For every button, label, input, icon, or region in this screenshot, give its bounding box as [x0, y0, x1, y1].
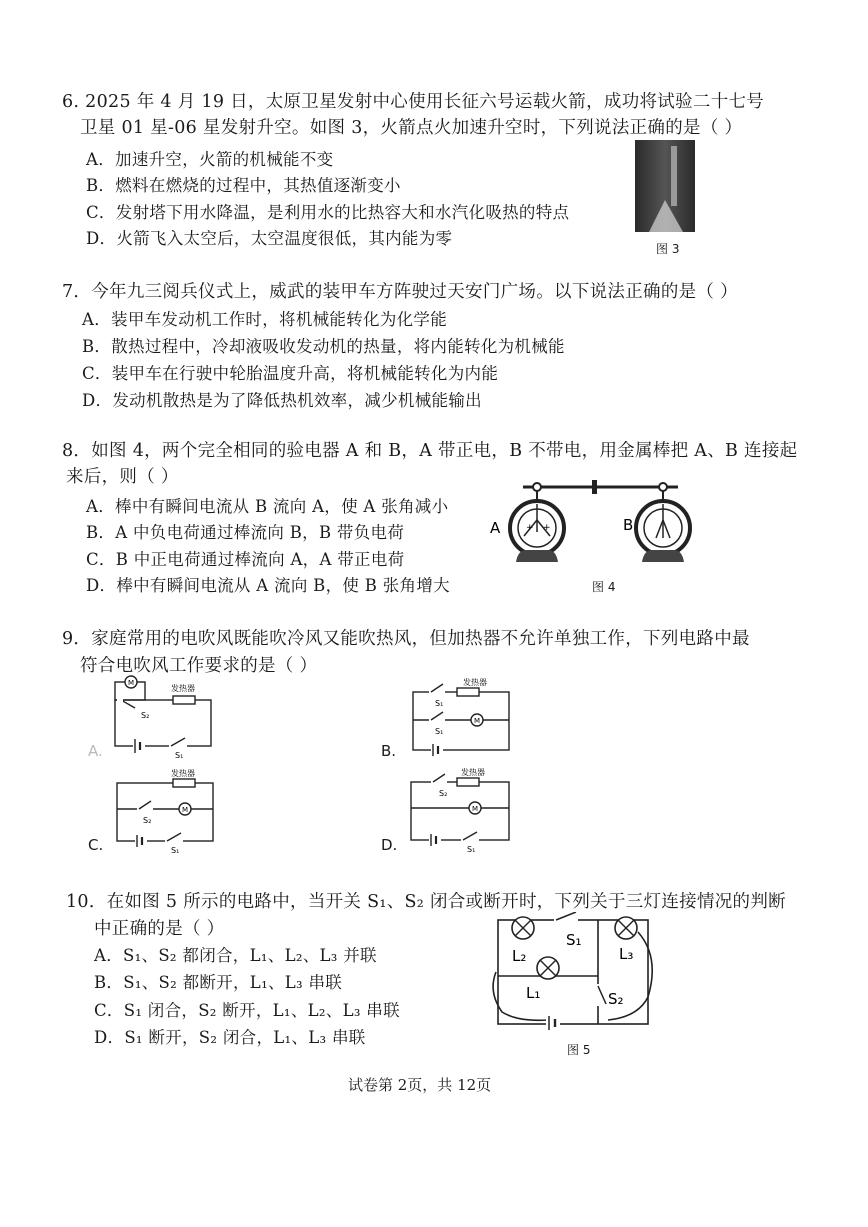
heater-label: 发热器 [461, 768, 485, 777]
q6-option-c: C．发射塔下用水降温，是利用水的比热容大和水汽化吸热的特点 [86, 203, 570, 222]
circuit-b [395, 672, 525, 762]
q6-option-a: A．加速升空，火箭的机械能不变 [86, 150, 334, 169]
lamp-l1-label: L₁ [526, 984, 541, 1002]
q7-option-c: C．装甲车在行驶中轮胎温度升高，将机械能转化为内能 [82, 364, 499, 383]
electroscope-a [510, 483, 564, 562]
figure-5-circuit [488, 912, 668, 1032]
figure-5-caption: 图 5 [567, 1043, 591, 1057]
q7-stem: 7．今年九三阅兵仪式上，威武的装甲车方阵驶过天安门广场。以下说法正确的是（ ） [62, 282, 738, 302]
q9-option-a-letter: A. [88, 742, 103, 760]
q9-option-b-letter: B. [381, 742, 397, 760]
s1-label: S₁ [175, 751, 184, 760]
q7-option-d: D．发动机散热是为了降低热机效率，减少机械能输出 [82, 391, 482, 410]
q6-option-d: D．火箭飞入太空后，太空温度很低，其内能为零 [86, 229, 453, 248]
lamp-l3-label: L₃ [619, 945, 634, 963]
svg-text:+: + [543, 523, 551, 533]
motor-label: M [474, 717, 481, 725]
circuit-c [95, 765, 225, 855]
s2-label: S₂ [143, 816, 152, 825]
switch-s2-label: S₂ [608, 990, 624, 1008]
rocket-photo [635, 140, 695, 232]
s2-label: S₂ [141, 711, 150, 720]
q10-stem-line1: 10．在如图 5 所示的电路中，当开关 S₁、S₂ 闭合或断开时，下列关于三灯连接情况的判断 [66, 892, 786, 912]
q7-option-b: B．散热过程中，冷却液吸收发动机的热量，将内能转化为机械能 [82, 337, 565, 356]
s2-label: S₂ [439, 789, 448, 798]
page-footer: 试卷第 2页，共 12页 [348, 1076, 492, 1094]
electroscope-b [636, 483, 690, 562]
q8-stem-line2: 来后，则（ ） [66, 467, 179, 487]
q10-option-b: B．S₁、S₂ 都断开，L₁、L₃ 串联 [94, 973, 343, 992]
lamp-l1 [537, 957, 559, 979]
q10-option-d: D．S₁ 断开，S₂ 闭合，L₁、L₃ 串联 [94, 1028, 366, 1047]
heater-label: 发热器 [171, 684, 195, 693]
q9-option-d-letter: D. [381, 836, 398, 854]
q9-stem-line2: 符合电吹风工作要求的是（ ） [80, 656, 318, 676]
circuit-a [95, 672, 225, 762]
s1-label-top: S₁ [435, 699, 444, 708]
q6-stem-line2: 卫星 01 星-06 星发射升空。如图 3，火箭点火加速升空时，下列说法正确的是（ ） [80, 118, 743, 138]
label-a: A [490, 519, 501, 537]
circuit-d [395, 762, 525, 854]
switch-s1-label: S₁ [566, 931, 582, 949]
q8-option-b: B．A 中负电荷通过棒流向 B，B 带负电荷 [86, 523, 405, 542]
heater-label: 发热器 [171, 769, 195, 778]
lamp-l2-label: L₂ [512, 947, 527, 965]
s1-label: S₁ [467, 845, 476, 854]
motor-label: M [472, 805, 479, 813]
q9-option-c-letter: C. [88, 836, 104, 854]
q8-option-d: D．棒中有瞬间电流从 A 流向 B，使 B 张角增大 [86, 576, 450, 595]
q10-option-c: C．S₁ 闭合，S₂ 断开，L₁、L₂、L₃ 串联 [94, 1001, 400, 1020]
q6-option-b: B．燃料在燃烧的过程中，其热值逐渐变小 [86, 176, 401, 195]
heater-label: 发热器 [463, 678, 487, 687]
s1-label: S₁ [171, 846, 180, 855]
q8-stem-line1: 8．如图 4，两个完全相同的验电器 A 和 B，A 带正电，B 不带电，用金属棒把 A、B 连接起 [62, 441, 798, 461]
q8-option-a: A．棒中有瞬间电流从 B 流向 A，使 A 张角减小 [86, 497, 449, 516]
q9-stem-line1: 9．家庭常用的电吹风既能吹冷风又能吹热风，但加热器不允许单独工作，下列电路中最 [62, 629, 750, 649]
q7-option-a: A．装甲车发动机工作时，将机械能转化为化学能 [82, 310, 448, 329]
q10-stem-line2: 中正确的是（ ） [94, 919, 225, 939]
q6-stem-line1: 6. 2025 年 4 月 19 日，太原卫星发射中心使用长征六号运载火箭，成功将试验二十七号 [62, 92, 765, 112]
motor-label: M [128, 679, 135, 687]
electroscope-figure [488, 470, 718, 570]
lamp-l3 [615, 917, 637, 939]
lamp-l2 [512, 917, 534, 939]
figure-3-caption: 图 3 [656, 242, 680, 256]
label-b: B [623, 516, 634, 534]
q10-option-a: A．S₁、S₂ 都闭合，L₁、L₂、L₃ 并联 [94, 946, 377, 965]
figure-4-caption: 图 4 [592, 580, 616, 594]
q8-option-c: C．B 中正电荷通过棒流向 A，A 带正电荷 [86, 550, 405, 569]
motor-label: M [182, 806, 189, 814]
svg-text:+: + [526, 523, 534, 533]
s1-label-mid: S₁ [435, 727, 444, 736]
